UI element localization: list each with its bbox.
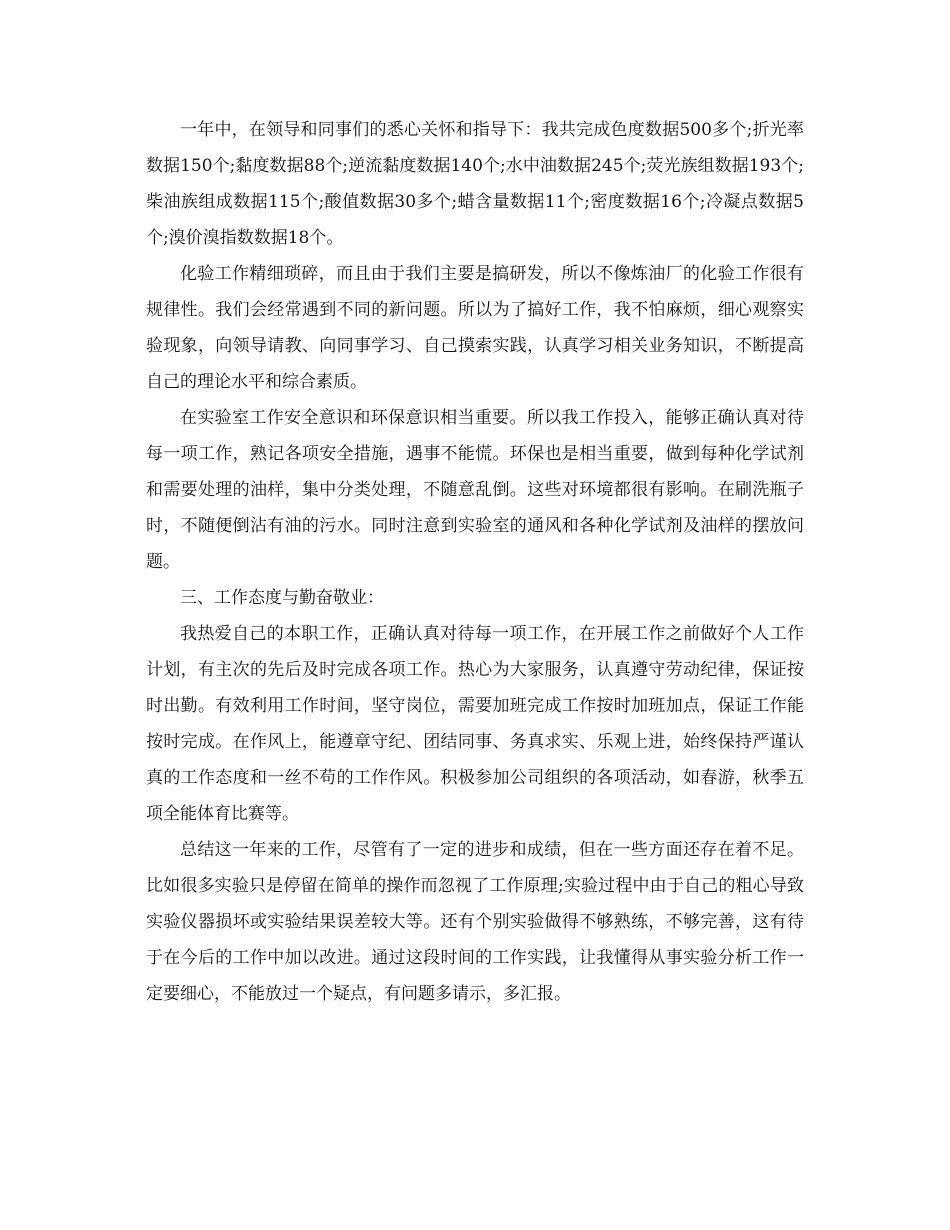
section-heading-work-attitude: 三、工作态度与勤奋敬业： [180,588,384,608]
paragraph-work-nature: 化验工作精细琐碎，而且由于我们主要是搞研发，所以不像炼油厂的化验工作很有规律性。我们会经常遇到不同的新问题。所以为了搞好工作，我不怕麻烦，细心观察实验现象，向领导请教、向同事学习、自己摸索实践，认真学习相关业务知识，不断提高自己的理论水平和综合素质。 [146,264,804,392]
paragraph-work-attitude: 我热爱自己的本职工作，正确认真对待每一项工作，在开展工作之前做好个人工作计划，有主次的先后及时完成各项工作。热心为大家服务，认真遵守劳动纪律，保证按时出勤。有效利用工作时间，坚守岗位，需要加班完成工作按时加班加点，保证工作能按时完成。在作风上，能遵章守纪、团结同事、务真求实、乐观上进，始终保持严谨认真的工作态度和一丝不苟的工作作风。积极参加公司组织的各项活动，如春游，秋季五项全能体育比赛等。 [146,624,804,824]
paragraph-data-summary: 一年中，在领导和同事们的悉心关怀和指导下：我共完成色度数据500多个;折光率数据150个;黏度数据88个;逆流黏度数据140个;水中油数据245个;荧光族组数据193个;柴油族组成数据115个;酸值数据30多个;蜡含量数据11个;密度数据16个;冷凝点数据5个;溴价溴指数数据18个。 [146,120,804,248]
paragraph-conclusion: 总结这一年来的工作，尽管有了一定的进步和成绩，但在一些方面还存在着不足。比如很多实验只是停留在简单的操作而忽视了工作原理;实验过程中由于自己的粗心导致实验仪器损坏或实验结果误差较大等。还有个别实验做得不够熟练，不够完善，这有待于在今后的工作中加以改进。通过这段时间的工作实践，让我懂得从事实验分析工作一定要细心，不能放过一个疑点，有问题多请示，多汇报。 [146,840,804,1004]
paragraph-safety-environment: 在实验室工作安全意识和环保意识相当重要。所以我工作投入，能够正确认真对待每一项工作，熟记各项安全措施，遇事不能慌。环保也是相当重要，做到每种化学试剂和需要处理的油样，集中分类处理，不随意乱倒。这些对环境都很有影响。在刷洗瓶子时，不随便倒沾有油的污水。同时注意到实验室的通风和各种化学试剂及油样的摆放问题。 [146,408,804,572]
document-page [146,112,804,1012]
